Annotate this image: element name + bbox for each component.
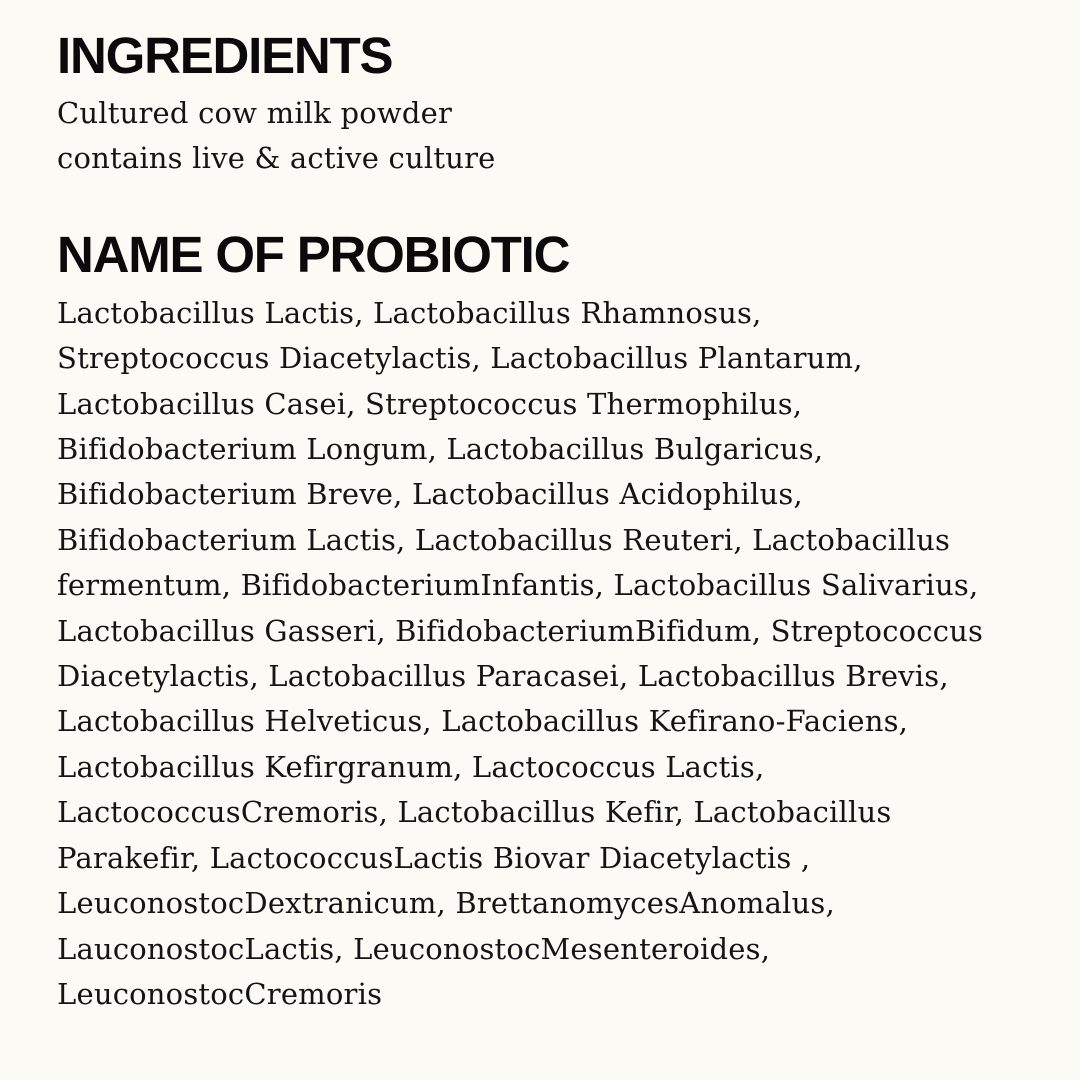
probiotic-line: Lactobacillus Helveticus, Lactobacillus Kefirano-Faciens, bbox=[57, 704, 909, 739]
probiotic-line: Lactobacillus Gasseri, BifidobacteriumBifidum, Streptococcus bbox=[57, 613, 984, 648]
probiotic-line: Parakefir, LactococcusLactis Biovar Diacetylactis , bbox=[57, 840, 811, 875]
probiotic-line: LeuconostocCremoris bbox=[57, 976, 383, 1011]
probiotic-line: Streptococcus Diacetylactis, Lactobacillus Plantarum, bbox=[57, 341, 863, 376]
ingredients-line: Cultured cow milk powder bbox=[57, 96, 453, 130]
label-content bbox=[57, 28, 1057, 1017]
probiotic-line: Lactobacillus Lactis, Lactobacillus Rhamnosus, bbox=[57, 295, 762, 330]
probiotic-line: Diacetylactis, Lactobacillus Paracasei, Lactobacillus Brevis, bbox=[57, 659, 949, 694]
probiotic-line: Bifidobacterium Lactis, Lactobacillus Reuteri, Lactobacillus bbox=[57, 522, 951, 557]
ingredients-line: contains live & active culture bbox=[57, 141, 496, 176]
probiotic-line: Lactobacillus Kefirgranum, Lactococcus Lactis, bbox=[57, 749, 765, 784]
probiotic-heading: NAME OF PROBIOTIC bbox=[57, 225, 570, 283]
probiotic-line: fermentum, BifidobacteriumInfantis, Lactobacillus Salivarius, bbox=[57, 568, 979, 603]
probiotic-list bbox=[57, 291, 1057, 1018]
probiotic-line: Lactobacillus Casei, Streptococcus Thermophilus, bbox=[57, 386, 803, 421]
probiotic-line: Bifidobacterium Breve, Lactobacillus Acidophilus, bbox=[57, 477, 803, 512]
probiotic-line: Bifidobacterium Longum, Lactobacillus Bulgaricus, bbox=[57, 432, 824, 467]
ingredients-text bbox=[57, 91, 1057, 182]
probiotic-line: LactococcusCremoris, Lactobacillus Kefir, Lactobacillus bbox=[57, 795, 892, 830]
probiotic-line: LeuconostocDextranicum, BrettanomycesAnomalus, bbox=[57, 886, 835, 921]
probiotic-line: LauconostocLactis, LeuconostocMesenteroides, bbox=[57, 931, 771, 966]
ingredients-heading: INGREDIENTS bbox=[57, 27, 393, 84]
